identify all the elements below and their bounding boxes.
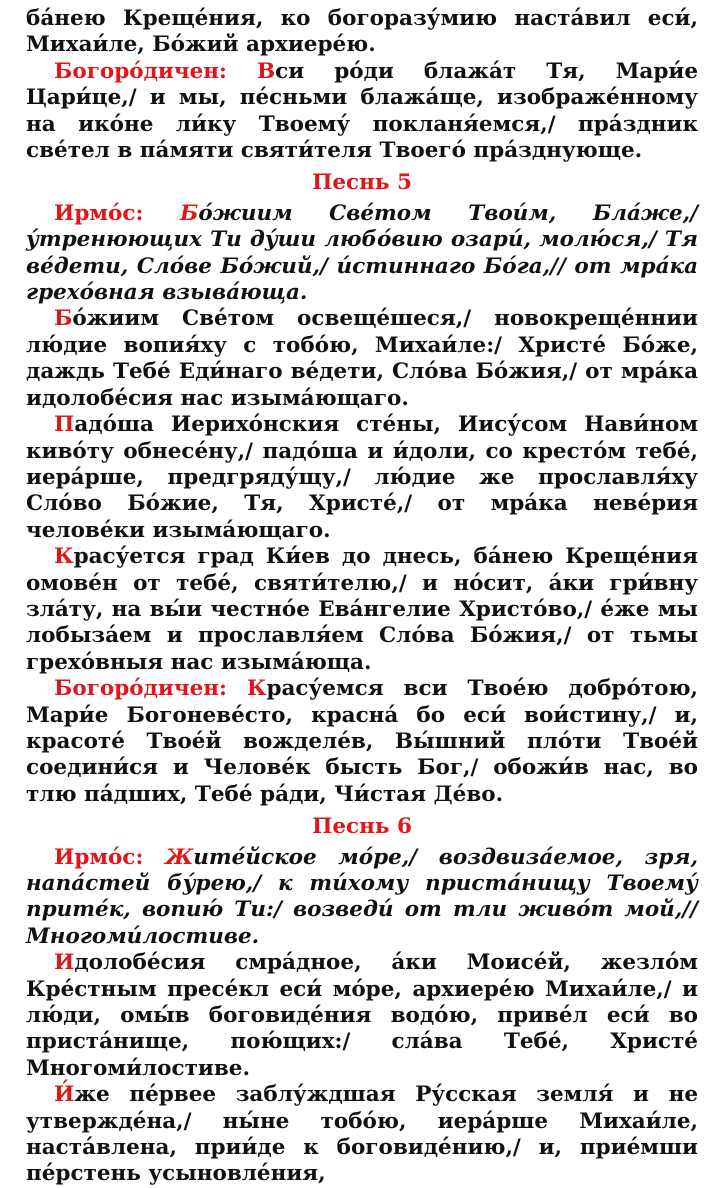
paragraph-troparion [26,1082,698,1188]
paragraph-theotokion-2 [26,676,698,808]
paragraph-theotokion-1 [26,59,698,165]
ode-heading: Песнь 6 [312,814,412,840]
paragraph-troparion [26,544,698,676]
paragraph-troparion [26,950,698,1082]
ode-heading: Песнь 5 [312,170,412,196]
paragraph-text: ба́нею Креще́ния, ко богоразу́мию наста́вил еси́, Михаи́ле, Бо́жий архиере́ю. [26,6,698,58]
paragraph-irmos-5 [26,201,698,307]
paragraph-text: ите́йское мо́ре,/ воздвиза́емое, зря, напа́стей бу́рею,/ к ти́хому приста́нищу Твоему́ прите́к, вопию́ Ти:/ возведи́ от тли живо́т мой,// Многоми́лостиве. [26,844,698,949]
paragraph-text: адо́ша Иерихо́нския сте́ны, Иису́сом Нави́ном киво́ту обнесе́ну,/ падо́ша и и́доли, со кресто́м тебе́, иера́рше, предгряду́щу,/ лю́дие же прославля́ху Сло́во Бо́жие, Тя, Христе́,/ от мра́ка неве́рия челове́ки изыма́ющаго. [26,412,698,543]
rubric-label: Ирмо́с: [54,844,166,870]
paragraph-text: о́жиим Све́том освеще́шеся,/ новокреще́ннии лю́дие вопия́ху с тобо́ю, Михаи́ле:/ Христе́ Бо́же, даждь Тебе́ Еди́наго ве́дети, Сло́ва Бо́жия,/ от мра́ка идолобе́сия нас изыма́ющаго. [26,306,698,411]
drop-initial: Б [54,306,73,332]
drop-initial: К [54,544,74,570]
paragraph-text: расу́емся вси Твое́ю добро́тою, Мари́е Богоневе́сто, красна́ бо еси́ вои́стину,/ и, красоте́ Твое́й вожделе́в, Вы́шний пло́ти Твое́й соедини́ся и Челове́к бысть Бог,/ обожи́в нас, во тлю па́дших, Тебе́ ра́ди, Чи́стая Де́во. [26,676,698,807]
drop-initial: И [54,950,75,976]
rubric-label: Ирмо́с: [54,200,181,226]
drop-initial: К [246,676,267,702]
paragraph-text: расу́ется град Ки́ев до днесь, ба́нею Креще́ния омове́н от тебе́, святи́телю,/ и но́сит, а́ки гри́вну зла́ту, на вы́и честно́е Ева́нгелие Христо́во,/ е́же мы лобыза́ем и прославля́ем Сло́ва Бо́жия,/ от тьмы грехо́вныя нас изыма́юща. [26,544,698,675]
drop-initial: В [256,58,276,84]
rubric-label: Богоро́дичен: [54,58,257,84]
paragraph-troparion [26,412,698,544]
paragraph-opening [26,6,698,59]
drop-initial: Ж [165,844,194,870]
drop-initial: Б [180,200,199,226]
drop-initial: И [54,1082,75,1108]
paragraph-irmos-6 [26,845,698,951]
paragraph-text: долобе́сия смра́дное, а́ки Моисе́й, жезло́м Кре́стным пресе́кл еси́ мо́ре, архиере́ю Михаи́ле,/ и лю́ди, омы́в боговиде́ния водо́ю, приве́л еси́ во приста́нище, пою́щих:/ сла́ва Тебе́, Христе́ Многоми́лостиве. [26,950,698,1081]
rubric-label: Богоро́дичен: [54,676,247,702]
paragraph-text: о́жиим Све́том Твои́м, Бла́же,/ у́тренюющих Ти ду́ши любо́вию озари́, молю́ся,/ Тя ве́дети, Сло́ве Бо́жий,/ и́стиннаго Бо́га,// от мра́ка грехо́вная взыва́юща. [26,200,698,306]
paragraph-text: си ро́ди блажа́т Тя, Мари́е Цари́це,/ и мы, пе́сньми блажа́ще, изображе́нному на ико́не ли́ку Твоему́ покланя́емся,/ пра́здник све́тел в па́мяти святи́теля Твоего́ пра́зднующе. [26,58,698,164]
paragraph-troparion [26,306,698,412]
paragraph-text: ́же пе́рвее заблу́ждшая Ру́сская земля́ и не утвержде́на,/ ны́не тобо́ю, иера́рше Михаи́ле, наста́влена, прии́де к боговиде́нию,/ и, прие́мши пе́рстень усыновле́ния, [26,1082,698,1187]
drop-initial: П [54,412,75,438]
